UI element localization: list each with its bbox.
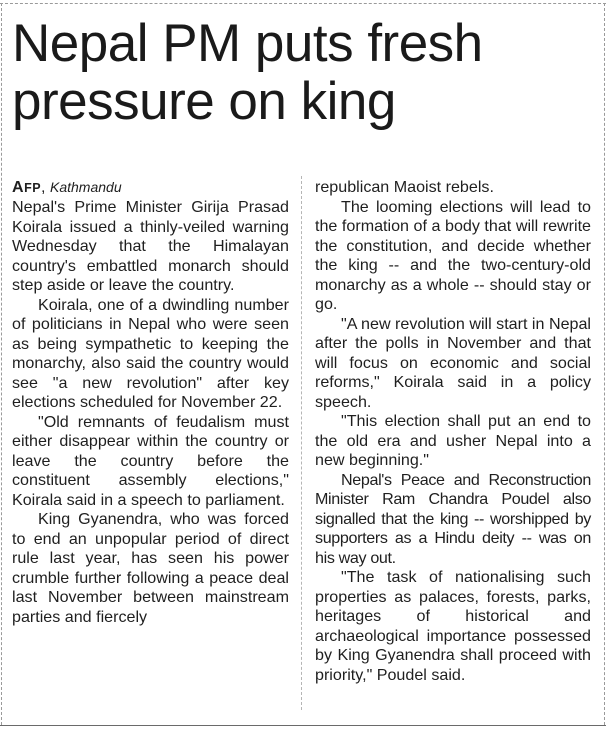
byline-place: Kathmandu xyxy=(50,179,122,195)
clipping-left-border xyxy=(1,3,2,725)
article-column-right xyxy=(315,178,591,685)
column-divider xyxy=(301,176,302,710)
headline: Nepal PM puts fresh pressure on king xyxy=(12,14,483,131)
paragraph: "A new revolution will start in Nepal after the polls in November and that will focus on economic and social reforms," Koirala said in a policy speech. xyxy=(315,314,591,411)
paragraph: "The task of nationalising such properties as palaces, forests, parks, heritages of historical and archaeological importance possessed by King Gyanendra shall proceed with priority," Poudel said. xyxy=(315,568,591,684)
paragraph: King Gyanendra, who was forced to end an unpopular period of direct rule last year, has seen his power crumble further following a peace deal last November between mainstream parties and fiercely xyxy=(12,510,289,626)
paragraph: republican Maoist rebels. xyxy=(315,178,494,196)
paragraph: The looming elections will lead to the formation of a body that will rewrite the constitution, and decide whether the king -- and the two-century-old monarchy as a whole -- should stay or go. xyxy=(315,197,591,313)
paragraph: Nepal's Peace and Reconstruction Minister Ram Chandra Poudel also signalled that the king -- worshipped by supporters as a Hindu deity -- was on his way out. xyxy=(315,470,591,567)
byline-source: AFP xyxy=(12,179,42,196)
paragraph: "Old remnants of feudalism must either disappear within the country or leave the country before the constituent assembly elections," Koirala said in a speech to parliament. xyxy=(12,412,289,509)
article-column-left xyxy=(12,178,289,627)
byline: AFP, Kathmandu xyxy=(12,178,122,196)
paragraph: "This election shall put an end to the old era and usher Nepal into a new beginning." xyxy=(315,412,591,469)
clipping-top-border xyxy=(0,3,606,4)
paragraph: Nepal's Prime Minister Girija Prasad Koirala issued a thinly-veiled warning Wednesday that the Himalayan country's embattled monarch should step aside or leave the country. xyxy=(12,198,289,294)
clipping-right-border xyxy=(604,3,605,725)
clipping-bottom-rule xyxy=(0,725,606,726)
paragraph: Koirala, one of a dwindling number of politicians in Nepal who were seen as being sympathetic to keeping the monarchy, also said the country would see "a new revolution" after key elections scheduled for November 22. xyxy=(12,295,289,411)
